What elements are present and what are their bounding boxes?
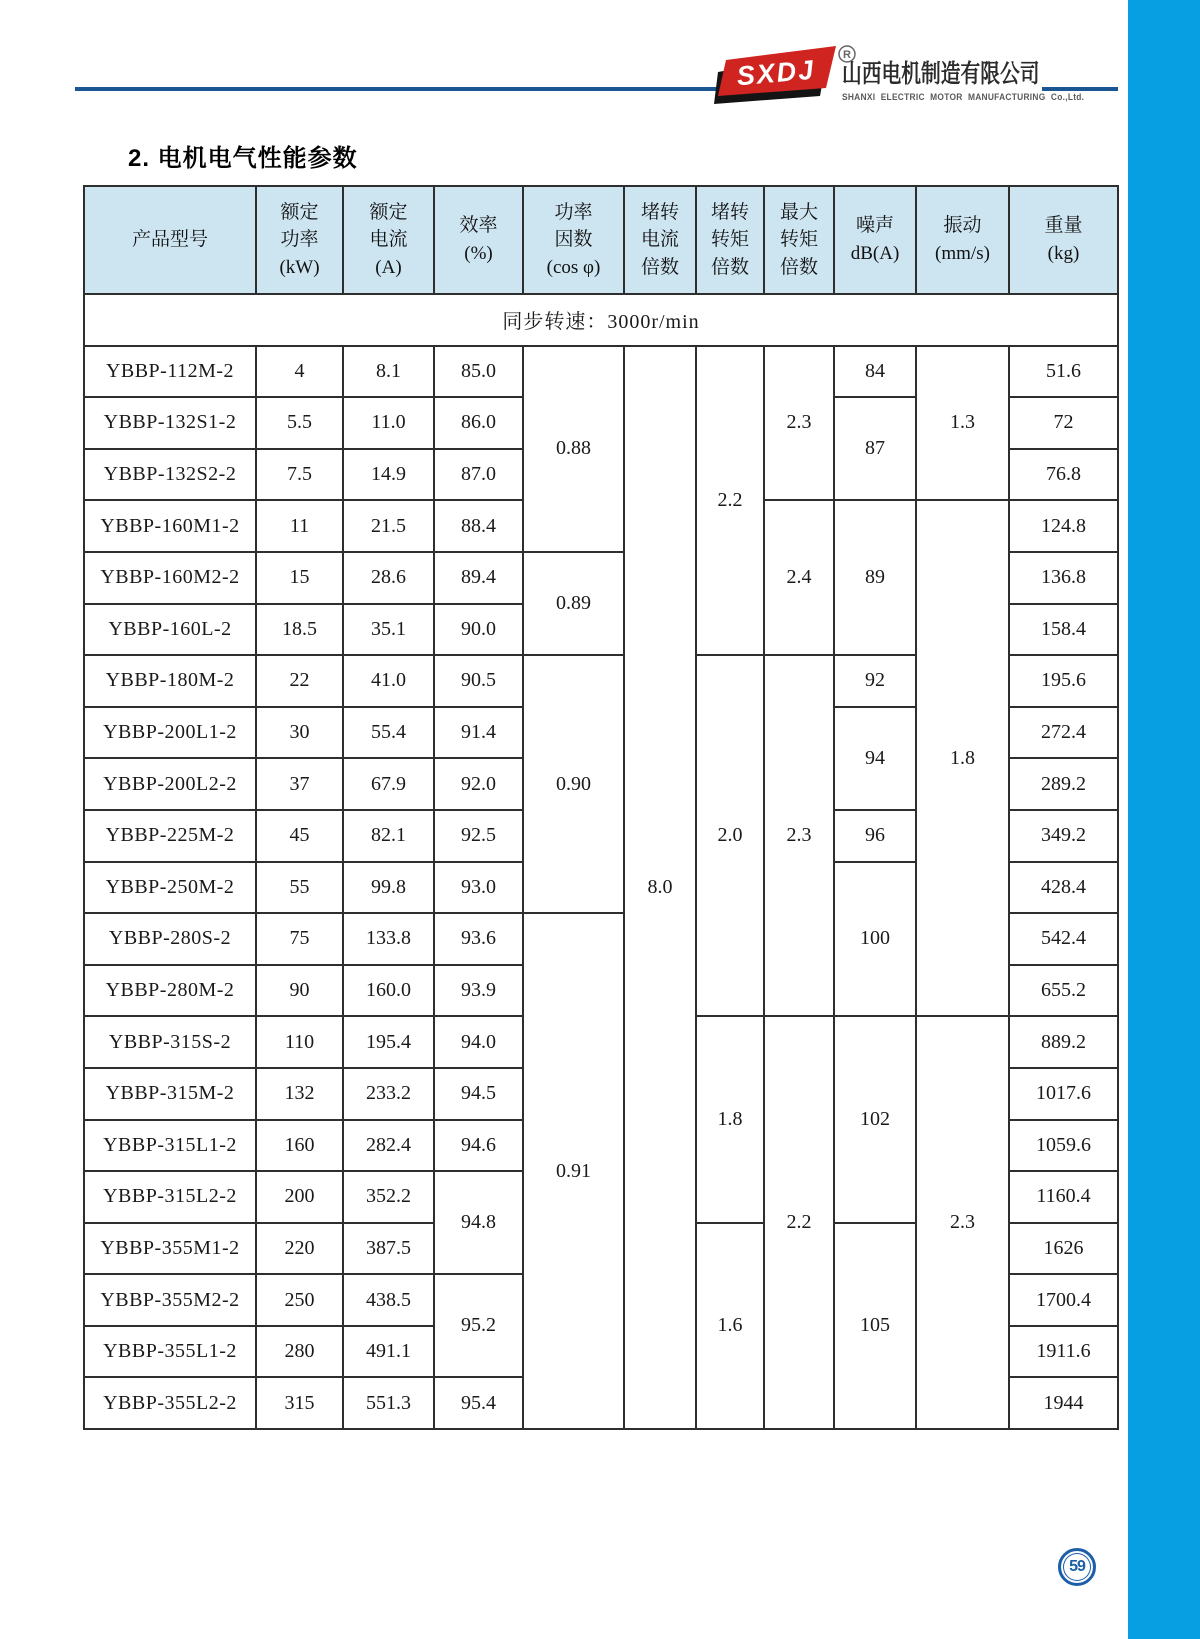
cell-model: YBBP-132S2-2 — [84, 449, 256, 501]
page-number: 59 — [1069, 1558, 1085, 1575]
right-blue-band — [1128, 0, 1200, 1639]
cell-rated-current: 67.9 — [343, 758, 434, 810]
cell-rated-current: 352.2 — [343, 1171, 434, 1223]
cell-noise: 89 — [834, 500, 916, 655]
col-header-locked-rotor-torque-ratio: 堵转 转矩 倍数 — [696, 186, 764, 294]
cell-max-torque-ratio: 2.4 — [764, 500, 834, 655]
cell-weight: 655.2 — [1009, 965, 1118, 1017]
cell-rated-power: 220 — [256, 1223, 343, 1275]
cell-rated-power: 75 — [256, 913, 343, 965]
table-body — [84, 294, 1118, 1429]
cell-model: YBBP-160M1-2 — [84, 500, 256, 552]
cell-efficiency: 89.4 — [434, 552, 523, 604]
cell-model: YBBP-180M-2 — [84, 655, 256, 707]
cell-efficiency: 95.2 — [434, 1274, 523, 1377]
cell-model: YBBP-355M1-2 — [84, 1223, 256, 1275]
cell-rated-power: 30 — [256, 707, 343, 759]
cell-efficiency: 90.0 — [434, 604, 523, 656]
cell-power-factor: 0.90 — [523, 655, 624, 913]
cell-model: YBBP-200L2-2 — [84, 758, 256, 810]
cell-model: YBBP-315L2-2 — [84, 1171, 256, 1223]
svg-text:R: R — [843, 49, 851, 61]
cell-model: YBBP-112M-2 — [84, 346, 256, 398]
cell-rated-current: 41.0 — [343, 655, 434, 707]
cell-rated-current: 387.5 — [343, 1223, 434, 1275]
cell-model: YBBP-355L1-2 — [84, 1326, 256, 1378]
cell-efficiency: 94.0 — [434, 1016, 523, 1068]
cell-weight: 195.6 — [1009, 655, 1118, 707]
cell-efficiency: 90.5 — [434, 655, 523, 707]
cell-efficiency: 93.9 — [434, 965, 523, 1017]
cell-rated-power: 200 — [256, 1171, 343, 1223]
cell-rated-power: 18.5 — [256, 604, 343, 656]
col-header-efficiency: 效率 (%) — [434, 186, 523, 294]
cell-weight: 76.8 — [1009, 449, 1118, 501]
cell-rated-power: 45 — [256, 810, 343, 862]
cell-power-factor: 0.89 — [523, 552, 624, 655]
col-header-noise: 噪声 dB(A) — [834, 186, 916, 294]
cell-rated-current: 438.5 — [343, 1274, 434, 1326]
cell-weight: 1911.6 — [1009, 1326, 1118, 1378]
cell-efficiency: 92.0 — [434, 758, 523, 810]
cell-weight: 124.8 — [1009, 500, 1118, 552]
cell-efficiency: 93.0 — [434, 862, 523, 914]
cell-rated-current: 99.8 — [343, 862, 434, 914]
cell-model: YBBP-355L2-2 — [84, 1377, 256, 1429]
cell-efficiency: 94.8 — [434, 1171, 523, 1274]
section-title: 2. 电机电气性能参数 — [128, 145, 358, 172]
cell-weight: 289.2 — [1009, 758, 1118, 810]
company-name-cn: 山西电机制造有限公司 — [842, 60, 1040, 88]
cell-noise: 92 — [834, 655, 916, 707]
cell-weight: 136.8 — [1009, 552, 1118, 604]
cell-weight: 349.2 — [1009, 810, 1118, 862]
cell-model: YBBP-132S1-2 — [84, 397, 256, 449]
cell-efficiency: 87.0 — [434, 449, 523, 501]
cell-efficiency: 88.4 — [434, 500, 523, 552]
col-header-rated-power: 额定 功率 (kW) — [256, 186, 343, 294]
cell-efficiency: 93.6 — [434, 913, 523, 965]
cell-weight: 158.4 — [1009, 604, 1118, 656]
col-header-locked-rotor-current-ratio: 堵转 电流 倍数 — [624, 186, 696, 294]
cell-rated-current: 8.1 — [343, 346, 434, 398]
sync-speed-row — [84, 294, 1118, 346]
cell-efficiency: 86.0 — [434, 397, 523, 449]
motor-spec-table — [83, 185, 1119, 1430]
cell-noise: 84 — [834, 346, 916, 398]
cell-rated-current: 160.0 — [343, 965, 434, 1017]
cell-rated-power: 37 — [256, 758, 343, 810]
cell-rated-current: 282.4 — [343, 1120, 434, 1172]
col-header-rated-current: 额定 电流 (A) — [343, 186, 434, 294]
cell-rated-power: 22 — [256, 655, 343, 707]
cell-rated-current: 11.0 — [343, 397, 434, 449]
cell-model: YBBP-315S-2 — [84, 1016, 256, 1068]
cell-model: YBBP-200L1-2 — [84, 707, 256, 759]
cell-noise: 94 — [834, 707, 916, 810]
cell-max-torque-ratio: 2.3 — [764, 346, 834, 501]
cell-weight: 1160.4 — [1009, 1171, 1118, 1223]
cell-efficiency: 94.6 — [434, 1120, 523, 1172]
cell-model: YBBP-250M-2 — [84, 862, 256, 914]
company-logo — [714, 40, 1124, 110]
cell-weight: 889.2 — [1009, 1016, 1118, 1068]
cell-efficiency: 85.0 — [434, 346, 523, 398]
cell-weight: 272.4 — [1009, 707, 1118, 759]
cell-noise: 105 — [834, 1223, 916, 1429]
cell-rated-power: 315 — [256, 1377, 343, 1429]
cell-weight: 51.6 — [1009, 346, 1118, 398]
cell-rated-current: 35.1 — [343, 604, 434, 656]
cell-model: YBBP-160L-2 — [84, 604, 256, 656]
cell-max-torque-ratio: 2.3 — [764, 655, 834, 1016]
cell-vibration: 2.3 — [916, 1016, 1009, 1429]
header-row — [84, 186, 1118, 294]
cell-locked-rotor-torque-ratio: 2.2 — [696, 346, 764, 656]
cell-rated-current: 233.2 — [343, 1068, 434, 1120]
cell-weight: 542.4 — [1009, 913, 1118, 965]
col-header-max-torque-ratio: 最大 转矩 倍数 — [764, 186, 834, 294]
cell-rated-power: 5.5 — [256, 397, 343, 449]
cell-model: YBBP-355M2-2 — [84, 1274, 256, 1326]
cell-model: YBBP-160M2-2 — [84, 552, 256, 604]
cell-rated-power: 250 — [256, 1274, 343, 1326]
cell-rated-power: 132 — [256, 1068, 343, 1120]
cell-rated-current: 82.1 — [343, 810, 434, 862]
cell-efficiency: 95.4 — [434, 1377, 523, 1429]
cell-rated-current: 133.8 — [343, 913, 434, 965]
cell-model: YBBP-315M-2 — [84, 1068, 256, 1120]
cell-efficiency: 92.5 — [434, 810, 523, 862]
cell-efficiency: 91.4 — [434, 707, 523, 759]
cell-rated-current: 14.9 — [343, 449, 434, 501]
col-header-weight: 重量 (kg) — [1009, 186, 1118, 294]
col-header-vibration: 振动 (mm/s) — [916, 186, 1009, 294]
cell-power-factor: 0.88 — [523, 346, 624, 552]
header-rule-left — [75, 87, 718, 91]
cell-efficiency: 94.5 — [434, 1068, 523, 1120]
table-row — [84, 346, 1118, 398]
cell-weight: 1017.6 — [1009, 1068, 1118, 1120]
cell-locked-rotor-torque-ratio: 2.0 — [696, 655, 764, 1016]
company-name-en: SHANXI ELECTRIC MOTOR MANUFACTURING Co.,Ltd. — [842, 92, 1085, 102]
table-header — [84, 186, 1118, 294]
cell-rated-current: 55.4 — [343, 707, 434, 759]
cell-rated-power: 90 — [256, 965, 343, 1017]
cell-rated-power: 160 — [256, 1120, 343, 1172]
cell-rated-current: 21.5 — [343, 500, 434, 552]
cell-rated-power: 15 — [256, 552, 343, 604]
cell-rated-current: 491.1 — [343, 1326, 434, 1378]
cell-model: YBBP-225M-2 — [84, 810, 256, 862]
cell-model: YBBP-315L1-2 — [84, 1120, 256, 1172]
col-header-model: 产品型号 — [84, 186, 256, 294]
cell-model: YBBP-280M-2 — [84, 965, 256, 1017]
cell-noise: 96 — [834, 810, 916, 862]
cell-weight: 1700.4 — [1009, 1274, 1118, 1326]
cell-rated-power: 110 — [256, 1016, 343, 1068]
cell-model: YBBP-280S-2 — [84, 913, 256, 965]
cell-locked-rotor-current-ratio: 8.0 — [624, 346, 696, 1429]
cell-power-factor: 0.91 — [523, 913, 624, 1429]
svg-text:SXDJ: SXDJ — [735, 54, 817, 92]
cell-rated-power: 280 — [256, 1326, 343, 1378]
cell-weight: 1944 — [1009, 1377, 1118, 1429]
cell-vibration: 1.3 — [916, 346, 1009, 501]
col-header-power-factor: 功率 因数 (cos φ) — [523, 186, 624, 294]
cell-noise: 102 — [834, 1016, 916, 1222]
cell-vibration: 1.8 — [916, 500, 1009, 1016]
cell-rated-power: 55 — [256, 862, 343, 914]
cell-noise: 87 — [834, 397, 916, 500]
cell-weight: 72 — [1009, 397, 1118, 449]
cell-weight: 428.4 — [1009, 862, 1118, 914]
cell-weight: 1626 — [1009, 1223, 1118, 1275]
cell-rated-power: 7.5 — [256, 449, 343, 501]
cell-max-torque-ratio: 2.2 — [764, 1016, 834, 1429]
cell-weight: 1059.6 — [1009, 1120, 1118, 1172]
cell-noise: 100 — [834, 862, 916, 1017]
cell-locked-rotor-torque-ratio: 1.8 — [696, 1016, 764, 1222]
cell-rated-power: 4 — [256, 346, 343, 398]
cell-locked-rotor-torque-ratio: 1.6 — [696, 1223, 764, 1429]
page-number-badge — [1058, 1548, 1096, 1586]
sync-speed-cell: 同步转速：3000r/min — [84, 294, 1118, 346]
cell-rated-current: 551.3 — [343, 1377, 434, 1429]
cell-rated-power: 11 — [256, 500, 343, 552]
cell-rated-current: 195.4 — [343, 1016, 434, 1068]
cell-rated-current: 28.6 — [343, 552, 434, 604]
